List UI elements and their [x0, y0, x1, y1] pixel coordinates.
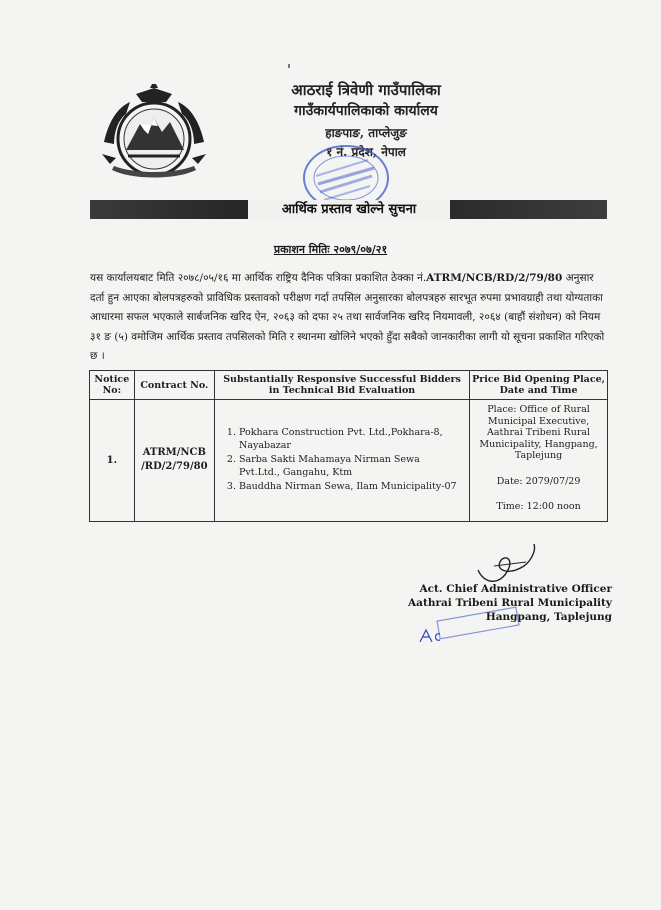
page-mark [288, 64, 290, 68]
office-subtitle: गाउँकार्यपालिकाको कार्यालय [294, 103, 438, 119]
table-header-row [90, 371, 608, 400]
opening-time: Time: 12:00 noon [496, 501, 581, 512]
nepal-emblem-icon [96, 84, 212, 184]
bidder-item: 3. Bauddha Nirman Sewa, Ilam Municipality-07 [239, 481, 463, 494]
header-contract-no: Contract No. [134, 371, 214, 400]
bidder-item: 1. Pokhara Construction Pvt. Ltd.,Pokhara-8, Nayabazar [239, 427, 463, 452]
contract-line-2: /RD/2/79/80 [141, 461, 208, 473]
cell-bidders [215, 400, 470, 522]
signature-icon [474, 540, 544, 588]
body-text-2: अनुसार दर्ता हुन आएका बोलपत्रहरुको प्राविधिक प्रस्तावको परीक्षण गर्दा तपसिल अनुसारका बोलपत्रहरु सारभूत रुपमा प्रभावग्राही तथा योग्यताका आधारमा सफल भएकाले सार्बजनिक खरिद ऐन, २०६३ को दफा २५ तथा सार्वजनिक खरिद नियमावली, २०६४ (बाहौं संशोधन) को नियम ३१ ङ (५) वमोजिम आर्थिक प्रस्ताव तपसिलको मिति र स्थानमा खोलिने भएको हुँदा सबैको जानकारीका लागी यो सूचना प्रकाशित गरिएको छ । [90, 272, 605, 363]
bid-table [89, 370, 608, 522]
signatory-location: Hangpang, Taplejung [485, 611, 612, 623]
signature-stamp-icon [418, 606, 522, 646]
notice-body [90, 269, 605, 367]
office-address: हाङपाङ, ताप्लेजुङ [325, 126, 407, 140]
table-row [90, 400, 608, 522]
header-bidders: Substantially Responsive Successful Bidders in Technical Bid Evaluation [215, 371, 470, 400]
signatory-org: Aathrai Tribeni Rural Municipality [408, 597, 612, 609]
publication-date: प्रकाशन मितिः २०७९/०७/२१ [273, 243, 388, 256]
notice-title: आर्थिक प्रस्ताव खोल्ने सुचना [248, 200, 450, 219]
header-notice-no: Notice No: [90, 371, 135, 400]
contract-reference: ATRM/NCB/RD/2/79/80 [426, 272, 563, 284]
opening-date: Date: 2079/07/29 [496, 475, 581, 487]
bidder-item: 2. Sarba Sakti Mahamaya Nirman Sewa Pvt.Ltd., Gangahu, Ktm [239, 454, 463, 479]
office-name: आठराई त्रिवेणी गाउँपालिका [291, 81, 441, 99]
cell-notice-no: 1. [90, 400, 135, 522]
cell-contract-no [134, 400, 214, 522]
header-opening: Price Bid Opening Place, Date and Time [470, 371, 608, 400]
signatory-title: Act. Chief Administrative Officer [419, 583, 612, 595]
contract-line-1: ATRM/NCB [142, 447, 206, 459]
office-province: १ नं. प्रदेश, नेपाल [326, 145, 406, 159]
cell-opening [470, 400, 608, 522]
opening-place: Place: Office of Rural Municipal Executive, Aathrai Tribeni Rural Municipality, Hangpang, Taplejung [479, 404, 598, 461]
bidder-list [223, 427, 463, 494]
body-text-1: यस कार्यालयबाट मिति २०७८/०५/१६ मा आर्थिक राष्ट्रिय दैनिक पत्रिका प्रकाशित ठेक्का नं. [90, 272, 427, 284]
